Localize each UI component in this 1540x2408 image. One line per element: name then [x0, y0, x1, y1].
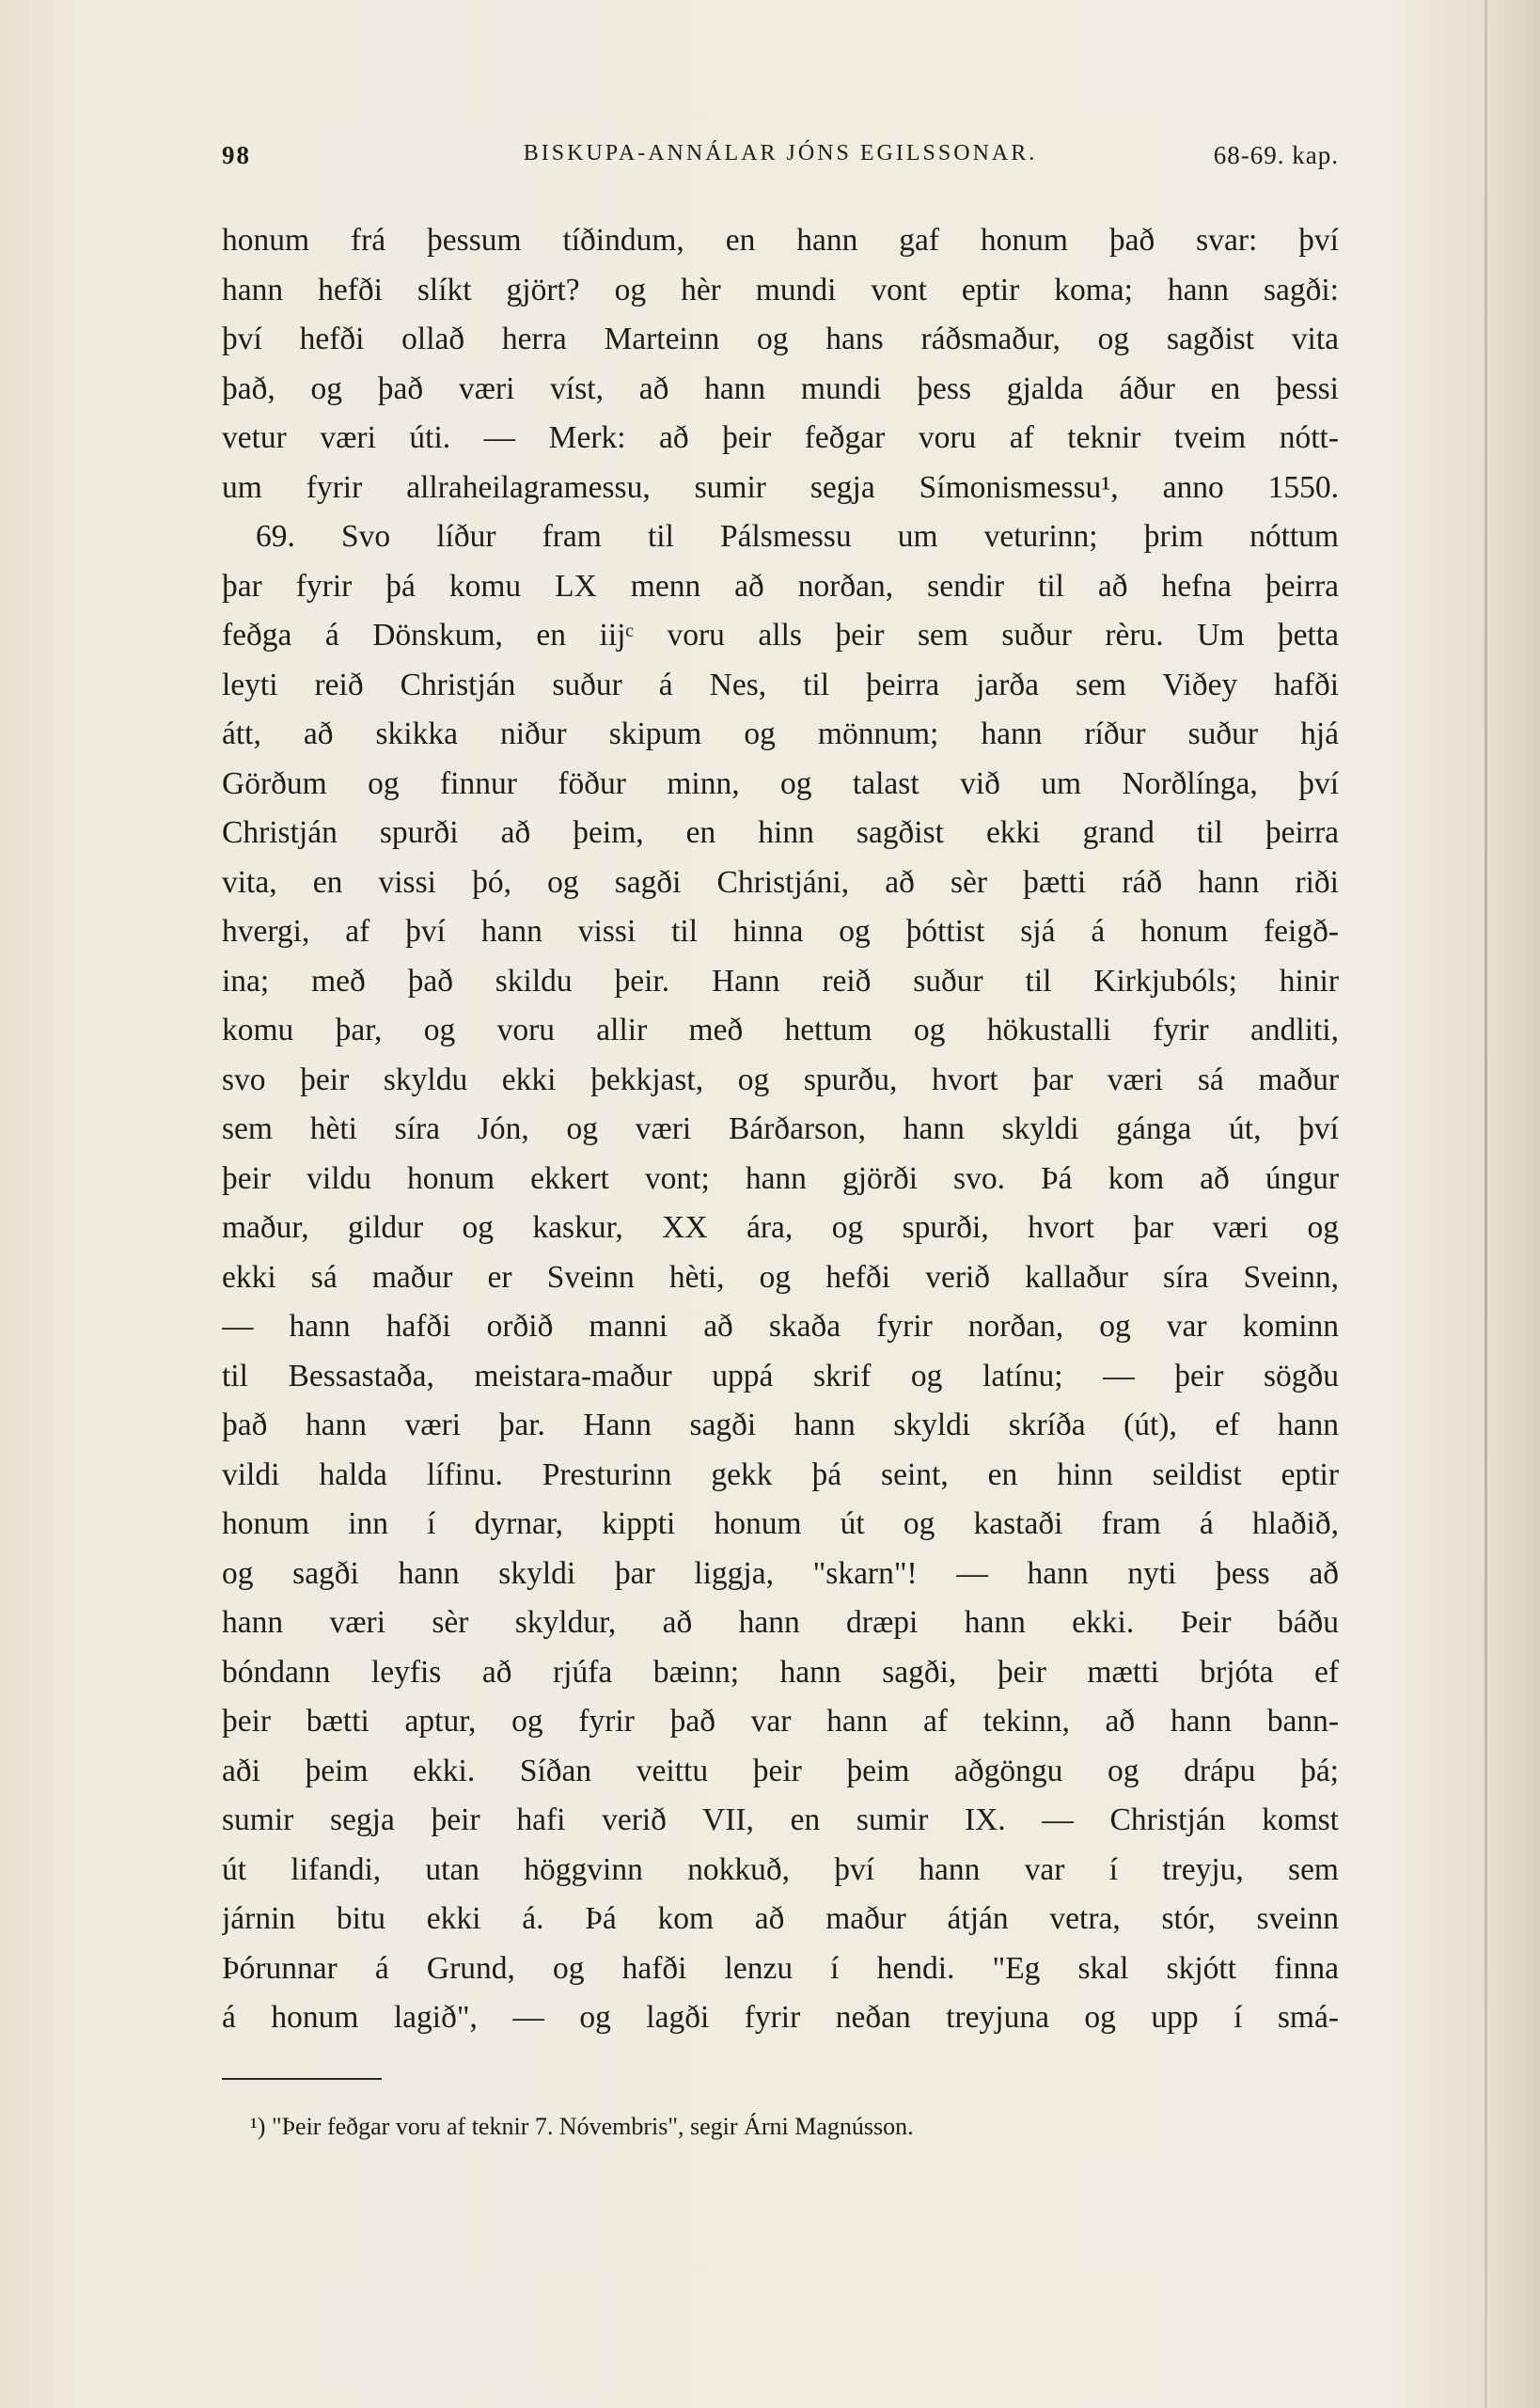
text-line: átt, að skikka niður skipum og mönnum; hann ríður suður hjá: [222, 716, 1339, 751]
text-line: 69. Svo líður fram til Pálsmessu um veturinn; þrim nóttum: [256, 519, 1339, 554]
text-line: sumir segja þeir hafi verið VII, en sumir IX. — Christján komst: [222, 1802, 1339, 1837]
chapter-reference: 68-69. kap.: [1213, 141, 1339, 169]
text-line: þeir bætti aptur, og fyrir það var hann af tekinn, að hann bann-: [222, 1704, 1339, 1739]
text-line: út lifandi, utan höggvinn nokkuð, því hann var í treyju, sem: [222, 1851, 1339, 1887]
text-line: komu þar, og voru allir með hettum og hökustalli fyrir andliti,: [222, 1013, 1339, 1047]
text-line: leyti reið Christján suður á Nes, til þeirra jarða sem Viðey hafði: [222, 667, 1339, 702]
text-line: þeir vildu honum ekkert vont; hann gjörði svo. Þá kom að úngur: [222, 1160, 1339, 1196]
text-line: ekki sá maður er Sveinn hèti, og hefði verið kallaður síra Sveinn,: [222, 1259, 1339, 1295]
text-line: þar fyrir þá komu LX menn að norðan, sendir til að hefna þeirra: [222, 568, 1339, 604]
text-line: járnin bitu ekki á. Þá kom að maður átján vetra, stór, sveinn: [222, 1901, 1339, 1936]
text-line: um fyrir allraheilagramessu, sumir segja Símonismessu¹, anno 1550.: [222, 469, 1339, 505]
running-header: [222, 141, 1339, 182]
body-text: [222, 216, 1339, 2043]
text-line: ina; með það skildu þeir. Hann reið suður til Kirkjubóls; hinir: [222, 963, 1339, 999]
footnote-text: "Þeir feðgar voru af teknir 7. Nóvembris", segir Árni Magnússon.: [271, 2113, 914, 2140]
footnote-marker: ¹): [250, 2113, 266, 2140]
text-line: og sagði hann skyldi þar liggja, "skarn"! — hann nyti þess að: [222, 1555, 1339, 1591]
text-line: — hann hafði orðið manni að skaða fyrir norðan, og var kominn: [222, 1309, 1339, 1344]
text-line: svo þeir skyldu ekki þekkjast, og spurðu, hvort þar væri sá maður: [222, 1062, 1339, 1097]
text-line: maður, gildur og kaskur, XX ára, og spurði, hvort þar væri og: [222, 1210, 1339, 1245]
text-line: vita, en vissi þó, og sagði Christjáni, að sèr þætti ráð hann riði: [222, 864, 1339, 900]
text-line: hann hefði slíkt gjört? og hèr mundi vont eptir koma; hann sagði:: [222, 272, 1339, 307]
text-line: sem hèti síra Jón, og væri Bárðarson, hann skyldi gánga út, því: [222, 1111, 1339, 1146]
footnote-divider: [222, 2078, 382, 2080]
text-line: það hann væri þar. Hann sagði hann skyldi skríða (út), ef hann: [222, 1408, 1339, 1442]
text-line: honum frá þessum tíðindum, en hann gaf honum það svar: því: [222, 223, 1339, 258]
footnote: [222, 2108, 1367, 2146]
text-line: á honum lagið", — og lagði fyrir neðan treyjuna og upp í smá-: [222, 2000, 1339, 2035]
text-line: aði þeim ekki. Síðan veittu þeir þeim aðgöngu og drápu þá;: [222, 1753, 1339, 1788]
text-line: hvergi, af því hann vissi til hinna og þóttist sjá á honum feigð-: [222, 914, 1339, 949]
text-line: Þórunnar á Grund, og hafði lenzu í hendi. "Eg skal skjótt finna: [222, 1950, 1339, 1986]
text-line: Görðum og finnur föður minn, og talast við um Norðlínga, því: [222, 765, 1339, 801]
running-title: BISKUPA-ANNÁLAR JÓNS EGILSSONAR.: [523, 141, 1038, 165]
text-line: til Bessastaða, meistara-maður uppá skrif og latínu; — þeir sögðu: [222, 1358, 1339, 1393]
page-spine-shadow: [1485, 0, 1487, 2408]
page-number: 98: [222, 141, 251, 169]
text-line: bóndann leyfis að rjúfa bæinn; hann sagði, þeir mætti brjóta ef: [222, 1654, 1339, 1690]
text-line: Christján spurði að þeim, en hinn sagðist ekki grand til þeirra: [222, 815, 1339, 850]
text-line: það, og það væri víst, að hann mundi þess gjalda áður en þessi: [222, 370, 1339, 406]
text-line: því hefði ollað herra Marteinn og hans ráðsmaður, og sagðist vita: [222, 322, 1339, 356]
text-line: vildi halda lífinu. Presturinn gekk þá seint, en hinn seildist eptir: [222, 1456, 1339, 1492]
text-line: hann væri sèr skyldur, að hann dræpi hann ekki. Þeir báðu: [222, 1605, 1339, 1640]
text-line: feðga á Dönskum, en iijᶜ voru alls þeir sem suður rèru. Um þetta: [222, 618, 1339, 653]
text-line: honum inn í dyrnar, kippti honum út og kastaði fram á hlaðið,: [222, 1506, 1339, 1541]
text-line: vetur væri úti. — Merk: að þeir feðgar voru af teknir tveim nótt-: [222, 420, 1339, 455]
